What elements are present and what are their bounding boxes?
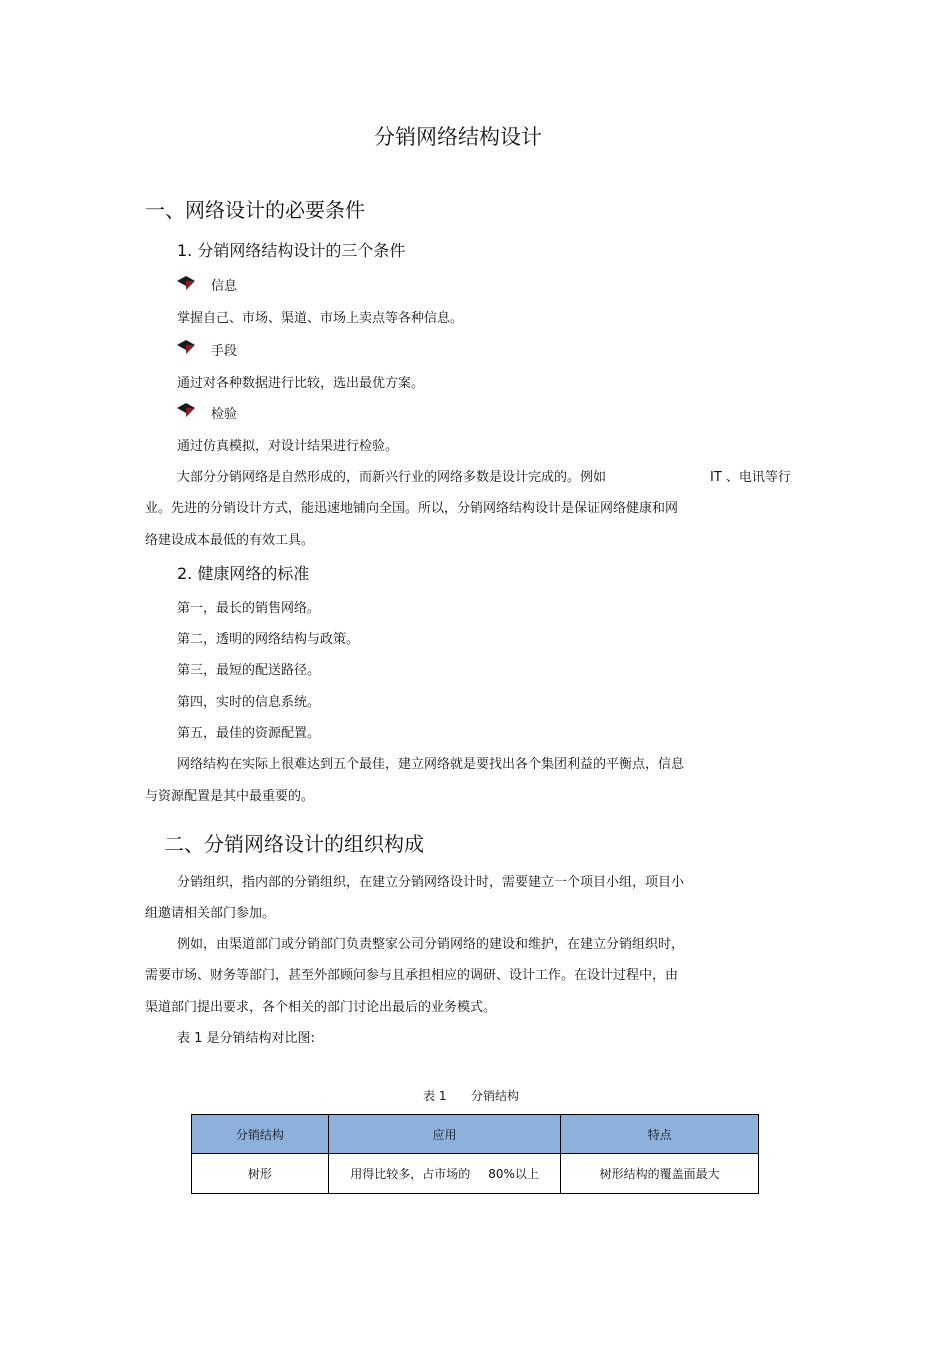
table-cell: 树形 [192, 1154, 329, 1194]
standard-item: 第一，最长的销售网络。 [177, 601, 321, 616]
condition-label-info: 信息 [211, 279, 238, 294]
standard-item: 第五，最佳的资源配置。 [177, 726, 321, 741]
paragraph-line: 分销组织，指内部的分销组织，在建立分销网络设计时，需要建立一个项目小组，项目小 [177, 875, 685, 890]
bullet-diamond-icon [177, 340, 195, 354]
paragraph-line: 渠道部门提出要求，各个相关的部门讨论出最后的业务模式。 [145, 1000, 497, 1015]
paragraph-line: 例如，由渠道部门或分销部门负责整家公司分销网络的建设和维护，在建立分销组织时， [177, 937, 685, 952]
paragraph-line: 组邀请相关部门参加。 [145, 906, 276, 921]
paragraph-line: 需要市场、财务等部门，甚至外部顾问参与且承担相应的调研、设计工作。在设计过程中，由 [145, 968, 679, 983]
table-intro: 表 1 是分销结构对比图: [177, 1031, 315, 1046]
condition-desc-verify: 通过仿真模拟，对设计结果进行检验。 [177, 439, 399, 454]
table-caption-number: 表 1 [423, 1089, 447, 1103]
standard-item: 第二，透明的网络结构与政策。 [177, 632, 360, 647]
paragraph-line: 业。先进的分销设计方式，能迅速地铺向全国。所以，分销网络结构设计是保证网络健康和网 [145, 501, 679, 516]
document-title: 分销网络结构设计 [374, 125, 542, 149]
standard-item: 第三，最短的配送路径。 [177, 663, 321, 678]
section-1-heading: 一、网络设计的必要条件 [145, 198, 365, 222]
condition-label-means: 手段 [211, 344, 238, 359]
distribution-structure-table [191, 1114, 759, 1194]
table-header-row [192, 1115, 759, 1154]
table-cell-text: 用得比较多，占市场的 [350, 1167, 471, 1181]
bullet-diamond-icon [177, 276, 195, 290]
table-header-cell: 特点 [561, 1115, 759, 1154]
table-row [192, 1154, 759, 1194]
paragraph-line: 络建设成本最低的有效工具。 [145, 533, 315, 548]
paragraph-line: IT 、电讯等行 [710, 470, 791, 485]
condition-desc-means: 通过对各种数据进行比较，选出最优方案。 [177, 376, 425, 391]
bullet-diamond-icon [177, 403, 195, 417]
paragraph-line: 大部分分销网络是自然形成的，而新兴行业的网络多数是设计完成的。例如 [177, 470, 607, 485]
subsection-2-heading: 2. 健康网络的标准 [177, 564, 310, 583]
section-2-heading: 二、分销网络设计的组织构成 [164, 832, 424, 856]
standard-item: 第四，实时的信息系统。 [177, 695, 321, 710]
table-header-cell: 分销结构 [192, 1115, 329, 1154]
paragraph-line: 网络结构在实际上很难达到五个最佳，建立网络就是要找出各个集团利益的平衡点，信息 [177, 757, 685, 772]
condition-desc-info: 掌握自己、市场、渠道、市场上卖点等各种信息。 [177, 311, 464, 326]
table-header-cell: 应用 [328, 1115, 561, 1154]
table-cell-text: 80%以上 [488, 1167, 539, 1181]
paragraph-line: 与资源配置是其中最重要的。 [145, 789, 315, 804]
table-cell: 树形结构的覆盖面最大 [561, 1154, 759, 1194]
table-cell [328, 1154, 561, 1194]
subsection-1-heading: 1. 分销网络结构设计的三个条件 [177, 241, 406, 260]
condition-label-verify: 检验 [211, 407, 238, 422]
table-caption-title: 分销结构 [471, 1089, 520, 1103]
